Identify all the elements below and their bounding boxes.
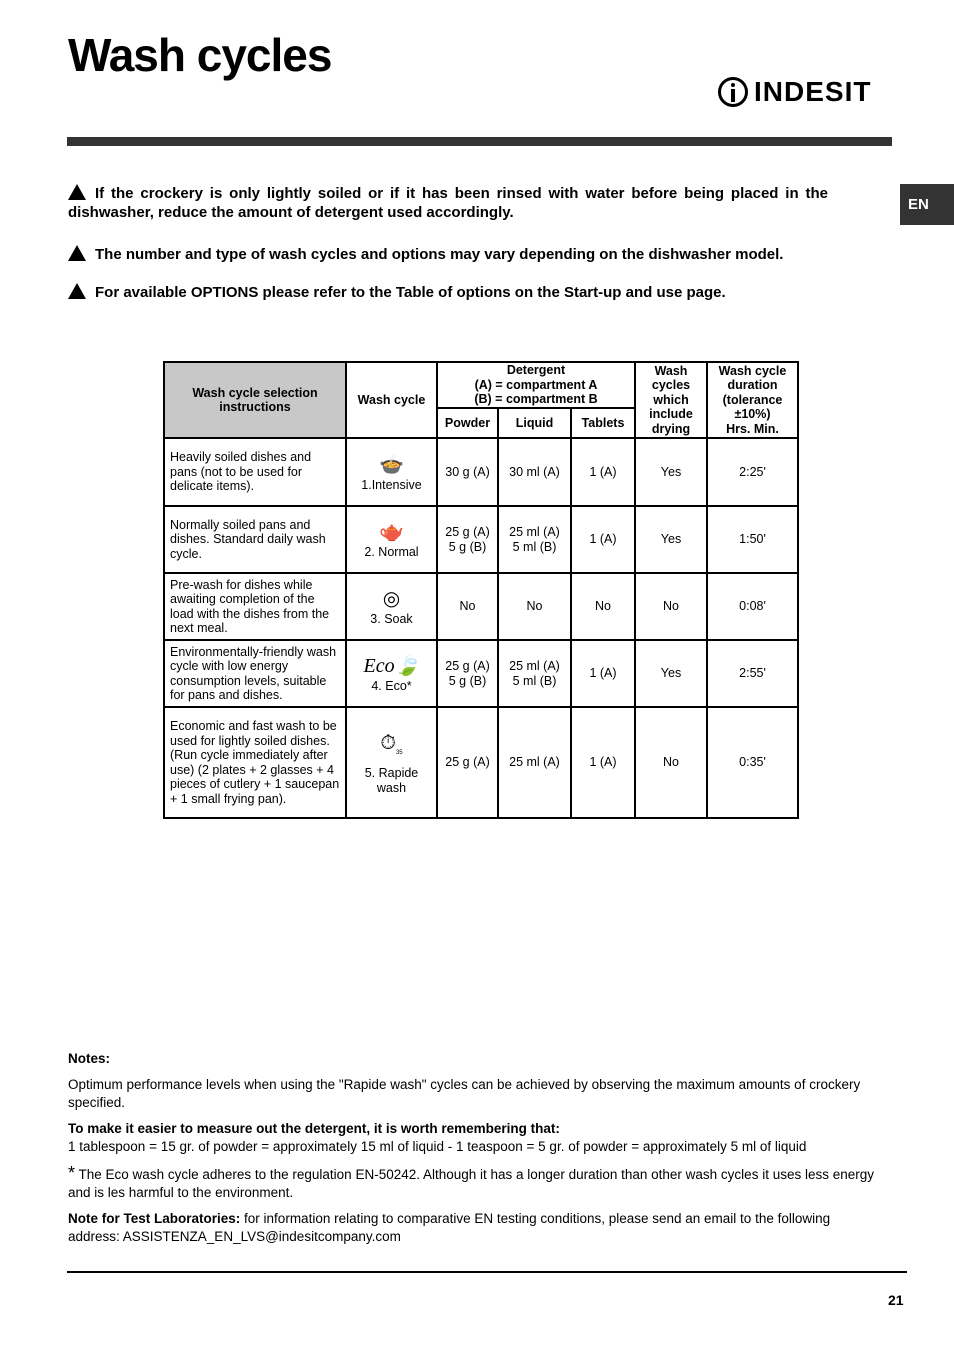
cycle-name: 🍲 1.Intensive [346,438,437,506]
eco-icon: Eco🍃 [363,655,420,678]
wash-cycles-table [163,361,799,819]
duration-cell: 0:08' [707,573,798,640]
liquid-cell: 30 ml (A) [498,438,571,506]
pot-icon: 🍲 [379,453,404,476]
cycle-description: Heavily soiled dishes and pans (not to be used for delicate items). [164,438,346,506]
table-row [164,438,798,506]
duration-cell: 2:25' [707,438,798,506]
note-rapide: Optimum performance levels when using the "Rapide wash" cycles can be achieved by observing the maximum amounts of crockery specified. [68,1077,861,1110]
tablets-cell: 1 (A) [571,438,635,506]
warning-1: If the crockery is only lightly soiled or if it has been rinsed with water before being placed in the dishwasher, reduce the amount of detergent used accordingly. [68,185,828,221]
indesit-logo: INDESIT [718,76,871,108]
soak-icon: ◎ [382,588,401,611]
cycle-description: Pre-wash for dishes while awaiting completion of the load with the dishes from the next meal. [164,573,346,640]
powder-cell: 25 g (A) 5 g (B) [437,506,498,573]
duration-cell: 2:55' [707,640,798,707]
tablets-cell: 1 (A) [571,506,635,573]
liquid-cell: No [498,573,571,640]
drying-cell: No [635,573,707,640]
note-eco: * The Eco wash cycle adheres to the regulation EN-50242. Although it has a longer duration than other wash cycles it uses less energy and is les harmful to the environment. [68,1163,874,1200]
drying-cell: Yes [635,640,707,707]
powder-cell: No [437,573,498,640]
cycle-description: Environmentally-friendly wash cycle with low energy consumption levels, suitable for pans and dishes. [164,640,346,707]
drying-cell: Yes [635,506,707,573]
cycle-name: $⏱_{35}$ 5. Rapide wash [346,707,437,818]
warning-icon [68,184,86,200]
table-row [164,573,798,640]
language-tab: EN [900,184,954,225]
header-tablets: Tablets [571,408,635,438]
header-cycle: Wash cycle [346,362,437,438]
tablets-cell: No [571,573,635,640]
header-divider [67,137,892,146]
warning-icon [68,283,86,299]
table-row [164,707,798,818]
liquid-cell: 25 ml (A) 5 ml (B) [498,640,571,707]
liquid-cell: 25 ml (A) [498,707,571,818]
cycle-name: 🫖 2. Normal [346,506,437,573]
drying-cell: Yes [635,438,707,506]
header-liquid: Liquid [498,408,571,438]
header-instructions: Wash cycle selection instructions [164,362,346,438]
footer-divider [67,1271,907,1273]
cycle-description: Normally soiled pans and dishes. Standard daily wash cycle. [164,506,346,573]
powder-cell: 30 g (A) [437,438,498,506]
header-powder: Powder [437,408,498,438]
drying-cell: No [635,707,707,818]
note-measure: 1 tablespoon = 15 gr. of powder = approximately 15 ml of liquid - 1 teaspoon = 5 gr. of powder = approximately 5 ml of liquid [68,1139,807,1154]
header-drying: Wash cycles which include drying [635,362,707,438]
tablets-cell: 1 (A) [571,640,635,707]
header-detergent: Detergent (A) = compartment A (B) = compartment B [437,362,635,408]
page-title: Wash cycles [68,29,332,81]
powder-cell: 25 g (A) 5 g (B) [437,640,498,707]
note-measure-heading: To make it easier to measure out the detergent, it is worth remembering that: [68,1121,560,1136]
warning-3: For available OPTIONS please refer to the Table of options on the Start-up and use page. [68,283,868,302]
note-test-labs: Note for Test Laboratories: for information relating to comparative EN testing conditions, please send an email to the following address: ASSISTENZA_EN_LVS@indesitcompany.com [68,1211,831,1244]
table-row [164,506,798,573]
duration-cell: 0:35' [707,707,798,818]
header-duration: Wash cycle duration (tolerance ±10%) Hrs. Min. [707,362,798,438]
cycle-description: Economic and fast wash to be used for lightly soiled dishes. (Run cycle immediately after use) (2 plates + 2 glasses + 4 pieces of cutlery + 1 saucepan + 1 small frying pan). [164,707,346,818]
powder-cell: 25 g (A) [437,707,498,818]
notes-heading: Notes: [68,1051,111,1066]
cycle-name: ◎ 3. Soak [346,573,437,640]
power-i-icon [718,77,748,107]
warning-2: The number and type of wash cycles and options may vary depending on the dishwasher model. [68,245,868,264]
cycle-name: Eco🍃 4. Eco* [346,640,437,707]
pot-plate-icon: 🫖 [379,521,404,544]
liquid-cell: 25 ml (A) 5 ml (B) [498,506,571,573]
duration-cell: 1:50' [707,506,798,573]
table-row [164,640,798,707]
warning-icon [68,245,86,261]
page-number: 21 [888,1292,904,1308]
stopwatch-icon: $⏱_{35}$ [380,732,403,756]
notes [68,1050,878,1254]
tablets-cell: 1 (A) [571,707,635,818]
